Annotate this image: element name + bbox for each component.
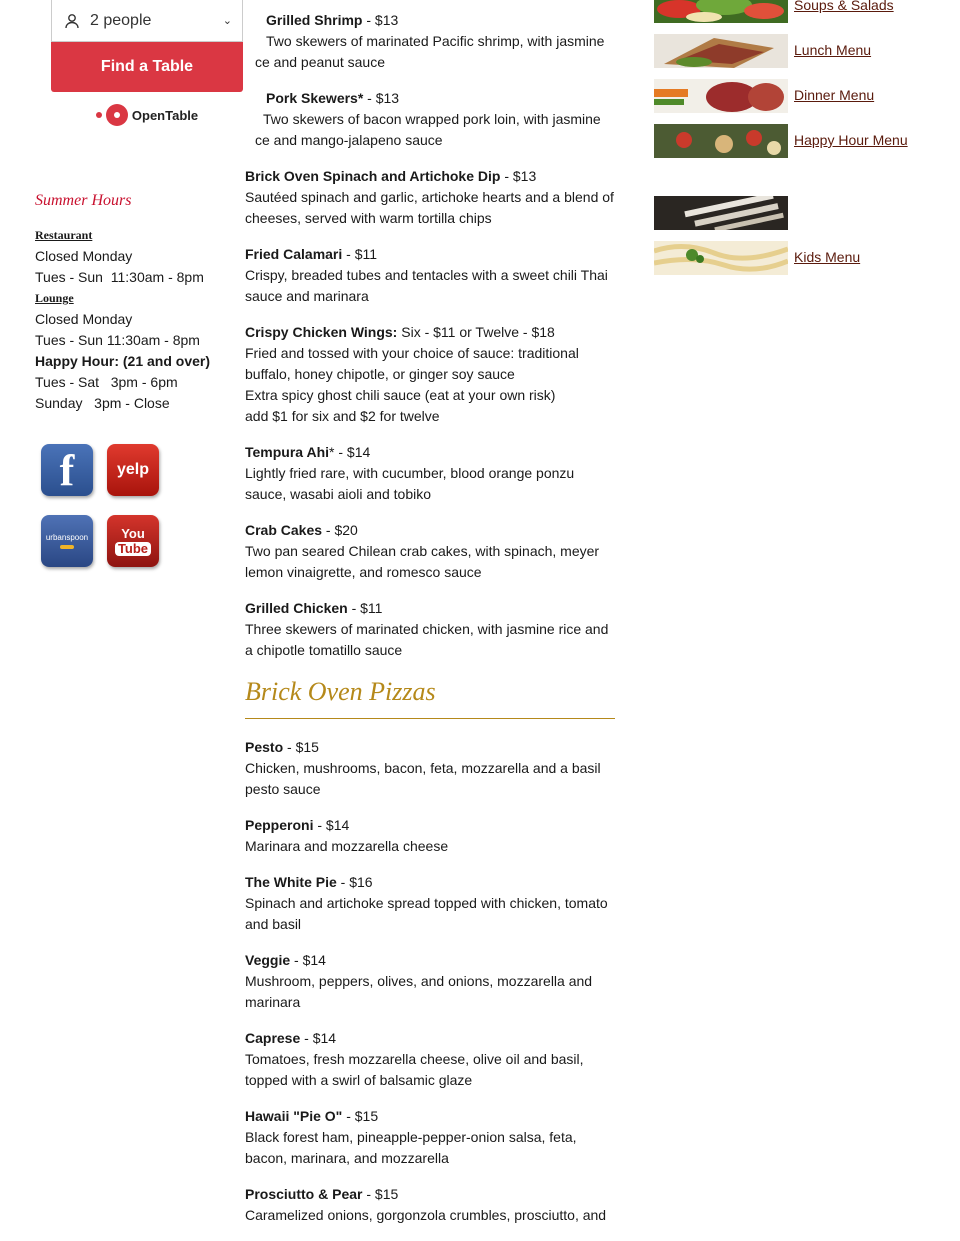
item-desc: sauce and marinara: [245, 288, 369, 304]
menu-item: [245, 1028, 615, 1091]
side-menu-item[interactable]: [654, 79, 954, 113]
person-icon: [64, 13, 80, 29]
side-link-kids[interactable]: Kids Menu: [794, 249, 861, 265]
item-desc: add $1 for six and $2 for twelve: [245, 408, 440, 424]
youtube-icon[interactable]: [107, 515, 159, 567]
item-name: Pesto: [245, 739, 284, 755]
item-desc: ce and peanut sauce: [255, 54, 385, 70]
appetizer-thumb-icon: [654, 124, 788, 158]
side-link-soups-salads[interactable]: Soups & Salads: [794, 0, 894, 13]
menu-item: [245, 442, 615, 505]
item-name: Fried Calamari: [245, 246, 343, 262]
item-name: Grilled Chicken: [245, 600, 348, 616]
opentable-ring-icon: [106, 104, 128, 126]
item-desc: topped with a swirl of balsamic glaze: [245, 1072, 473, 1088]
menu-item: [245, 950, 615, 1013]
item-price: - $14: [290, 952, 326, 968]
lounge-hours-line: Closed Monday: [35, 311, 133, 327]
item-price: - $11: [342, 246, 378, 262]
menu-item: [245, 322, 615, 427]
side-menu-item[interactable]: [654, 241, 954, 275]
urbanspoon-icon[interactable]: [41, 515, 93, 567]
happy-hour-line: Tues - Sat 3pm - 6pm: [35, 374, 178, 390]
yelp-icon[interactable]: [107, 444, 159, 496]
restaurant-hours-line: Tues - Sun 11:30am - 8pm: [35, 269, 204, 285]
item-price: * - $14: [329, 444, 371, 460]
menu-item: [245, 10, 615, 73]
item-name: Tempura Ahi: [245, 444, 330, 460]
item-name: Veggie: [245, 952, 291, 968]
menu-item: [245, 815, 615, 857]
happy-hour-line: Sunday 3pm - Close: [35, 395, 170, 411]
menu-item: [245, 520, 615, 583]
item-name: Hawaii "Pie O": [245, 1108, 343, 1124]
item-desc: ce and mango-jalapeno sauce: [255, 132, 443, 148]
menu-item: [245, 88, 615, 151]
item-desc: buffalo, honey chipotle, or ginger soy sauce: [245, 366, 515, 382]
hours-title: Summer Hours: [35, 192, 132, 209]
youtube-you: You: [121, 525, 145, 541]
menu-item: [245, 244, 615, 307]
item-desc: marinara: [245, 994, 301, 1010]
item-price: - $16: [336, 874, 373, 890]
item-desc: Caramelized onions, gorgonzola crumbles, prosciutto, and: [245, 1207, 607, 1223]
party-size-value: 2 people: [90, 11, 152, 29]
section-title-pizzas: Brick Oven Pizzas: [245, 676, 615, 719]
item-price: - $14: [300, 1030, 337, 1046]
facebook-letter: f: [59, 445, 75, 495]
side-menu-item[interactable]: [654, 124, 954, 158]
facebook-icon[interactable]: [41, 444, 93, 496]
side-menu-item[interactable]: [654, 34, 954, 68]
find-table-button[interactable]: Find a Table: [51, 42, 243, 92]
item-desc: sauce, wasabi aioli and tobiko: [245, 486, 432, 502]
item-desc: Two skewers of marinated Pacific shrimp, with jasmine: [266, 33, 605, 49]
item-desc: and basil: [245, 916, 302, 932]
menu-content: [245, 10, 615, 1241]
item-name: Pepperoni: [245, 817, 314, 833]
menu-item: [245, 1106, 615, 1169]
yelp-word: yelp: [116, 461, 149, 478]
item-name: Crab Cakes: [245, 522, 323, 538]
chevron-down-icon: ⌄: [222, 15, 232, 27]
salad-thumb-icon: [654, 0, 788, 23]
item-name: Crispy Chicken Wings:: [245, 324, 398, 340]
item-desc: a chipotle tomatillo sauce: [245, 642, 403, 658]
item-desc: cheeses, served with warm tortilla chips: [245, 210, 492, 226]
item-desc: Chicken, mushrooms, bacon, feta, mozzarella and a basil: [245, 760, 601, 776]
party-size-select[interactable]: [51, 0, 243, 42]
happy-hour-label: Happy Hour: (21 and over): [35, 353, 211, 369]
item-desc: Crispy, breaded tubes and tentacles with a sweet chili Thai: [245, 267, 608, 283]
item-name: Brick Oven Spinach and Artichoke Dip: [245, 168, 501, 184]
item-desc: lemon vinaigrette, and romesco sauce: [245, 564, 482, 580]
item-price: - $15: [342, 1108, 379, 1124]
item-desc: Black forest ham, pineapple-pepper-onion salsa, feta,: [245, 1129, 577, 1145]
youtube-tube: Tube: [115, 542, 151, 556]
item-desc: bacon, marinara, and mozzarella: [245, 1150, 449, 1166]
item-price: - $15: [283, 739, 319, 755]
menu-item: [245, 166, 615, 229]
lounge-hours-line: Tues - Sun 11:30am - 8pm: [35, 332, 200, 348]
item-name: Caprese: [245, 1030, 301, 1046]
wine-thumb-icon: [654, 196, 788, 230]
steak-thumb-icon: [654, 79, 788, 113]
spoon-icon: [60, 545, 74, 549]
item-desc: Marinara and mozzarella cheese: [245, 838, 449, 854]
opentable-brand: OpenTable: [131, 107, 199, 123]
item-desc: pesto sauce: [245, 781, 321, 797]
item-desc: Sautéed spinach and garlic, artichoke hearts and a blend of: [245, 189, 614, 205]
menu-item: [245, 598, 615, 661]
item-desc: Fried and tossed with your choice of sauce: traditional: [245, 345, 579, 361]
side-link-happy-hour[interactable]: Happy Hour Menu: [794, 132, 908, 148]
side-link-dinner[interactable]: Dinner Menu: [794, 87, 875, 103]
item-desc: Three skewers of marinated chicken, with jasmine rice and: [245, 621, 609, 637]
item-name: The White Pie: [245, 874, 337, 890]
menu-item: [245, 1184, 615, 1226]
item-desc: Extra spicy ghost chili sauce (eat at your own risk): [245, 387, 556, 403]
logo-dot-icon: [96, 112, 102, 118]
restaurant-label: Restaurant: [35, 228, 93, 242]
hours-panel: [35, 190, 225, 414]
item-price: - $13: [500, 168, 537, 184]
menu-item: [245, 737, 615, 800]
item-price: Six - $11 or Twelve - $18: [397, 324, 555, 340]
item-price: - $13: [363, 90, 400, 106]
item-price: - $15: [362, 1186, 399, 1202]
item-price: - $20: [322, 522, 358, 538]
restaurant-hours-line: Closed Monday: [35, 248, 133, 264]
item-desc: Two skewers of bacon wrapped pork loin, with jasmine: [263, 111, 601, 127]
item-name: Pork Skewers*: [266, 90, 364, 106]
item-desc: Tomatoes, fresh mozzarella cheese, olive oil and basil,: [245, 1051, 584, 1067]
urbanspoon-word: urbanspoon: [45, 533, 89, 542]
item-desc: Spinach and artichoke spread topped with chicken, tomato: [245, 895, 608, 911]
item-desc: Mushroom, peppers, olives, and onions, mozzarella and: [245, 973, 593, 989]
item-price: - $13: [362, 12, 399, 28]
item-name: Grilled Shrimp: [266, 12, 363, 28]
item-desc: Two pan seared Chilean crab cakes, with spinach, meyer: [245, 543, 600, 559]
sandwich-thumb-icon: [654, 34, 788, 68]
menu-item: [245, 872, 615, 935]
opentable-logo[interactable]: [51, 104, 243, 126]
reservation-widget: [51, 0, 243, 126]
side-menu-item[interactable]: [654, 196, 954, 230]
lounge-label: Lounge: [35, 291, 74, 305]
side-link-lunch[interactable]: Lunch Menu: [794, 42, 872, 58]
item-desc: Lightly fried rare, with cucumber, blood orange ponzu: [245, 465, 575, 481]
item-price: - $11: [347, 600, 383, 616]
item-price: - $14: [313, 817, 350, 833]
pasta-thumb-icon: [654, 241, 788, 275]
side-menu-item[interactable]: [654, 0, 954, 23]
item-name: Prosciutto & Pear: [245, 1186, 363, 1202]
